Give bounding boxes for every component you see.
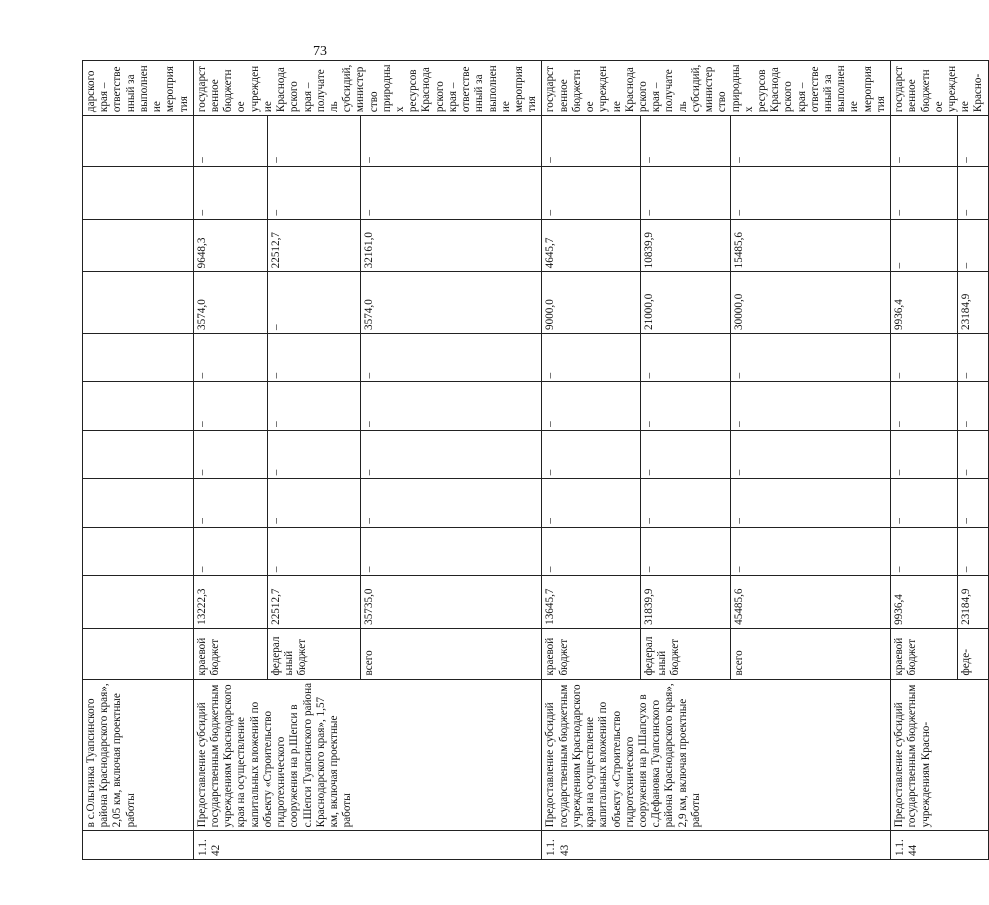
source-cell: краевой бюджет — [542, 628, 640, 679]
year-cell: – — [193, 527, 267, 575]
year-cell: – — [360, 527, 542, 575]
year-cell: – — [542, 116, 640, 167]
row-number-cell: 1.1.44 — [891, 831, 989, 860]
year-cell: – — [193, 166, 267, 219]
year-cell: – — [640, 430, 731, 478]
year-cell: – — [267, 166, 360, 219]
year-cell: – — [542, 333, 640, 381]
year-cell: – — [731, 527, 891, 575]
year-cell: – — [891, 166, 958, 219]
year-cell: 15485,6 — [731, 219, 891, 272]
year-cell: – — [958, 430, 989, 478]
year-cell: – — [958, 479, 989, 527]
rotated-table-container — [82, 60, 985, 860]
year-cell: – — [640, 333, 731, 381]
source-cell: федеральный бюджет — [640, 628, 731, 679]
year-cell: – — [958, 166, 989, 219]
year-cell: – — [542, 166, 640, 219]
year-cell: – — [267, 382, 360, 430]
year-cell: – — [267, 479, 360, 527]
source-cell: краевой бюджет — [891, 628, 958, 679]
year-cell: – — [193, 430, 267, 478]
year-cell: – — [360, 479, 542, 527]
year-cell: 9936,4 — [891, 272, 958, 334]
year-cell: 32161,0 — [360, 219, 542, 272]
row-number-cell: 1.1.42 — [193, 831, 542, 860]
year-cell: 3574,0 — [193, 272, 267, 334]
source-cell: всего — [731, 628, 891, 679]
year-cell: – — [360, 333, 542, 381]
total-cell: 13645,7 — [542, 576, 640, 629]
year-cell: – — [731, 116, 891, 167]
year-cell: – — [891, 333, 958, 381]
year-cell: – — [542, 430, 640, 478]
total-cell: 35735,0 — [360, 576, 542, 629]
total-cell: 31839,9 — [640, 576, 731, 629]
description-cell: в с.Ольгинка Туапсинского района Краснодарского края», 2,05 км, включая проектные работы — [83, 679, 194, 831]
budget-table — [82, 60, 989, 860]
year-cell: 22512,7 — [267, 219, 360, 272]
year-cell: – — [958, 333, 989, 381]
year-cell: – — [267, 116, 360, 167]
year-cell: 4645,7 — [542, 219, 640, 272]
year-cell: – — [542, 382, 640, 430]
year-cell: – — [640, 479, 731, 527]
year-cell: – — [891, 430, 958, 478]
executor-cell: государственное бюджетное учреждение Краснодарского края – получатель субсидий, министерство природных ресурсов Краснодарского края – ответственный за выполнение мероприятия — [193, 61, 542, 116]
executor-cell: государственное бюджетное учреждение Краснодарского края – получатель субсидий, министерство природных ресурсов Краснодарского края – ответственный за выполнение мероприятия — [542, 61, 891, 116]
year-cell: – — [193, 116, 267, 167]
year-cell: – — [731, 382, 891, 430]
year-cell: 9000,0 — [542, 272, 640, 334]
description-cell: Предоставление субсидий государственным бюджетным учреждениям Красно- — [891, 679, 989, 831]
table-row-continuation — [83, 61, 194, 860]
year-cell: – — [891, 527, 958, 575]
year-cell: – — [640, 166, 731, 219]
total-cell: 23184,9 — [958, 576, 989, 629]
year-cell: 23184,9 — [958, 272, 989, 334]
year-cell: – — [958, 527, 989, 575]
year-cell: – — [640, 116, 731, 167]
year-cell: 21000,0 — [640, 272, 731, 334]
year-cell: – — [267, 333, 360, 381]
executor-cell: государственное бюджетное учреждение Красно- — [891, 61, 989, 116]
description-cell: Предоставление субсидий государственным бюджетным учреждениям Краснодарского края на осуществление капитальных вложений по объекту «Строительство гидротехнического сооружения на р.Шепси в с.Шепси Туапсинского района Краснодарского края», 1,57 км, включая проектные работы — [193, 679, 542, 831]
year-cell: – — [731, 333, 891, 381]
source-cell: всего — [360, 628, 542, 679]
source-cell: краевой бюджет — [193, 628, 267, 679]
total-cell: 22512,7 — [267, 576, 360, 629]
year-cell: – — [267, 272, 360, 334]
description-cell: Предоставление субсидий государственным бюджетным учреждениям Краснодарского края на осуществление капитальных вложений по объекту «Строительство гидротехнического сооружения на р.Шапсухо в с.Дефановка Туапсинского района Краснодарского края», 2,9 км, включая проектные работы — [542, 679, 891, 831]
year-cell: – — [542, 527, 640, 575]
year-cell: – — [360, 166, 542, 219]
year-cell: 3574,0 — [360, 272, 542, 334]
year-cell: – — [958, 382, 989, 430]
row-number-cell: 1.1.43 — [542, 831, 891, 860]
year-cell: – — [891, 219, 958, 272]
year-cell: – — [193, 333, 267, 381]
table-row — [193, 61, 267, 860]
year-cell: 30000,0 — [731, 272, 891, 334]
year-cell: – — [731, 166, 891, 219]
source-cell: федеральный бюджет — [267, 628, 360, 679]
year-cell: – — [891, 382, 958, 430]
year-cell: – — [193, 382, 267, 430]
year-cell: – — [267, 430, 360, 478]
table-row — [891, 61, 958, 860]
year-cell: – — [360, 430, 542, 478]
year-cell: – — [640, 527, 731, 575]
year-cell: – — [891, 116, 958, 167]
total-cell: 9936,4 — [891, 576, 958, 629]
year-cell: – — [360, 382, 542, 430]
year-cell: – — [891, 479, 958, 527]
year-cell: – — [958, 219, 989, 272]
total-cell: 13222,3 — [193, 576, 267, 629]
year-cell: – — [267, 527, 360, 575]
year-cell: – — [640, 382, 731, 430]
year-cell: – — [731, 430, 891, 478]
total-cell: 45485,6 — [731, 576, 891, 629]
table-row — [542, 61, 640, 860]
year-cell: 10839,9 — [640, 219, 731, 272]
year-cell: – — [958, 116, 989, 167]
row-number-cell — [83, 831, 194, 860]
year-cell: – — [542, 479, 640, 527]
source-cell: феде- — [958, 628, 989, 679]
executor-cell: дарского края – ответственный за выполнение мероприятия — [83, 61, 194, 116]
year-cell: – — [731, 479, 891, 527]
year-cell: – — [360, 116, 542, 167]
year-cell: 9648,3 — [193, 219, 267, 272]
year-cell: – — [193, 479, 267, 527]
page-number: 73 — [313, 44, 327, 59]
